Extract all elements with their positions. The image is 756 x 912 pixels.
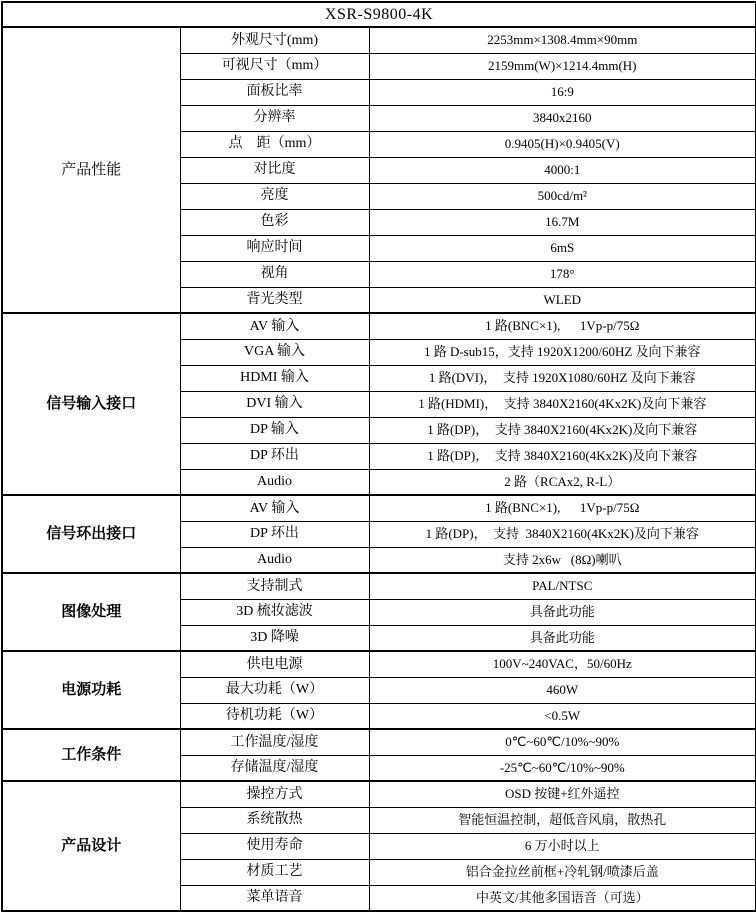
value-cell: -25℃~60℃/10%~90% <box>369 755 756 781</box>
spec-row <box>2 27 756 53</box>
parameter-cell: 系统散热 <box>180 807 369 833</box>
parameter-cell: Audio <box>180 469 369 495</box>
parameter-cell: 存储温度/湿度 <box>180 755 369 781</box>
value-cell: 500cd/m² <box>369 183 756 209</box>
category-cell: 图像处理 <box>2 573 180 651</box>
value-cell: 0.9405(H)×0.9405(V) <box>369 131 756 157</box>
parameter-cell: Audio <box>180 547 369 573</box>
parameter-cell: HDMI 输入 <box>180 365 369 391</box>
spec-table-body <box>2 27 756 911</box>
category-cell: 信号环出接口 <box>2 495 180 573</box>
parameter-cell: 最大功耗（W） <box>180 677 369 703</box>
parameter-cell: 背光类型 <box>180 287 369 313</box>
parameter-cell: 菜单语音 <box>180 885 369 911</box>
parameter-cell: 分辨率 <box>180 105 369 131</box>
parameter-cell: 响应时间 <box>180 235 369 261</box>
value-cell: 0℃~60℃/10%~90% <box>369 729 756 755</box>
spec-row <box>2 729 756 755</box>
parameter-cell: VGA 输入 <box>180 339 369 365</box>
parameter-cell: AV 输入 <box>180 495 369 521</box>
parameter-cell: DP 环出 <box>180 443 369 469</box>
value-cell: 1 路(BNC×1), 1Vp-p/75Ω <box>369 495 756 521</box>
parameter-cell: 点 距（mm） <box>180 131 369 157</box>
value-cell: 1 路(HDMI)， 支持 3840X2160(4Kx2K)及向下兼容 <box>369 391 756 417</box>
product-model-title: XSR-S9800-4K <box>2 2 756 27</box>
category-cell: 产品设计 <box>2 781 180 911</box>
parameter-cell: DP 输入 <box>180 417 369 443</box>
parameter-cell: 工作温度/湿度 <box>180 729 369 755</box>
product-spec-table <box>1 1 756 912</box>
value-cell: 1 路(DP)， 支持 3840X2160(4Kx2K)及向下兼容 <box>369 443 756 469</box>
parameter-cell: DVI 输入 <box>180 391 369 417</box>
value-cell: 2159mm(W)×1214.4mm(H) <box>369 53 756 79</box>
parameter-cell: AV 输入 <box>180 313 369 339</box>
value-cell: 中英文/其他多国语音（可选） <box>369 885 756 911</box>
value-cell: <0.5W <box>369 703 756 729</box>
value-cell: 2 路（RCAx2, R-L） <box>369 469 756 495</box>
value-cell: 1 路(DP)， 支持 3840X2160(4Kx2K)及向下兼容 <box>369 417 756 443</box>
parameter-cell: 使用寿命 <box>180 833 369 859</box>
value-cell: 具备此功能 <box>369 625 756 651</box>
category-cell: 信号输入接口 <box>2 313 180 495</box>
parameter-cell: 材质工艺 <box>180 859 369 885</box>
parameter-cell: 供电电源 <box>180 651 369 677</box>
category-cell: 产品性能 <box>2 27 180 313</box>
parameter-cell: 亮度 <box>180 183 369 209</box>
parameter-cell: DP 环出 <box>180 521 369 547</box>
value-cell: 1 路 D-sub15，支持 1920X1200/60HZ 及向下兼容 <box>369 339 756 365</box>
value-cell: 铝合金拉丝前框+冷轧钢/喷漆后盖 <box>369 859 756 885</box>
value-cell: 2253mm×1308.4mm×90mm <box>369 27 756 53</box>
spec-row <box>2 573 756 599</box>
category-cell: 工作条件 <box>2 729 180 781</box>
value-cell: 6mS <box>369 235 756 261</box>
value-cell: 3840x2160 <box>369 105 756 131</box>
value-cell: 智能恒温控制，超低音风扇，散热孔 <box>369 807 756 833</box>
category-cell: 电源功耗 <box>2 651 180 729</box>
parameter-cell: 3D 梳妆滤波 <box>180 599 369 625</box>
spec-row <box>2 495 756 521</box>
parameter-cell: 支持制式 <box>180 573 369 599</box>
value-cell: 16:9 <box>369 79 756 105</box>
value-cell: 178° <box>369 261 756 287</box>
parameter-cell: 视角 <box>180 261 369 287</box>
value-cell: 6 万小时以上 <box>369 833 756 859</box>
spec-row <box>2 651 756 677</box>
parameter-cell: 面板比率 <box>180 79 369 105</box>
value-cell: 16.7M <box>369 209 756 235</box>
spec-row <box>2 781 756 807</box>
parameter-cell: 外观尺寸(mm) <box>180 27 369 53</box>
parameter-cell: 3D 降噪 <box>180 625 369 651</box>
value-cell: 1 路(DP)， 支持 3840X2160(4Kx2K)及向下兼容 <box>369 521 756 547</box>
value-cell: 1 路(BNC×1), 1Vp-p/75Ω <box>369 313 756 339</box>
value-cell: 4000:1 <box>369 157 756 183</box>
value-cell: 支持 2x6w (8Ω)喇叭 <box>369 547 756 573</box>
table-header-row <box>2 2 756 27</box>
value-cell: WLED <box>369 287 756 313</box>
value-cell: 具备此功能 <box>369 599 756 625</box>
value-cell: 1 路(DVI)， 支持 1920X1080/60HZ 及向下兼容 <box>369 365 756 391</box>
parameter-cell: 对比度 <box>180 157 369 183</box>
value-cell: 100V~240VAC，50/60Hz <box>369 651 756 677</box>
parameter-cell: 色彩 <box>180 209 369 235</box>
parameter-cell: 操控方式 <box>180 781 369 807</box>
value-cell: PAL/NTSC <box>369 573 756 599</box>
value-cell: 460W <box>369 677 756 703</box>
parameter-cell: 待机功耗（W） <box>180 703 369 729</box>
value-cell: OSD 按键+红外遥控 <box>369 781 756 807</box>
spec-row <box>2 313 756 339</box>
parameter-cell: 可视尺寸（mm） <box>180 53 369 79</box>
